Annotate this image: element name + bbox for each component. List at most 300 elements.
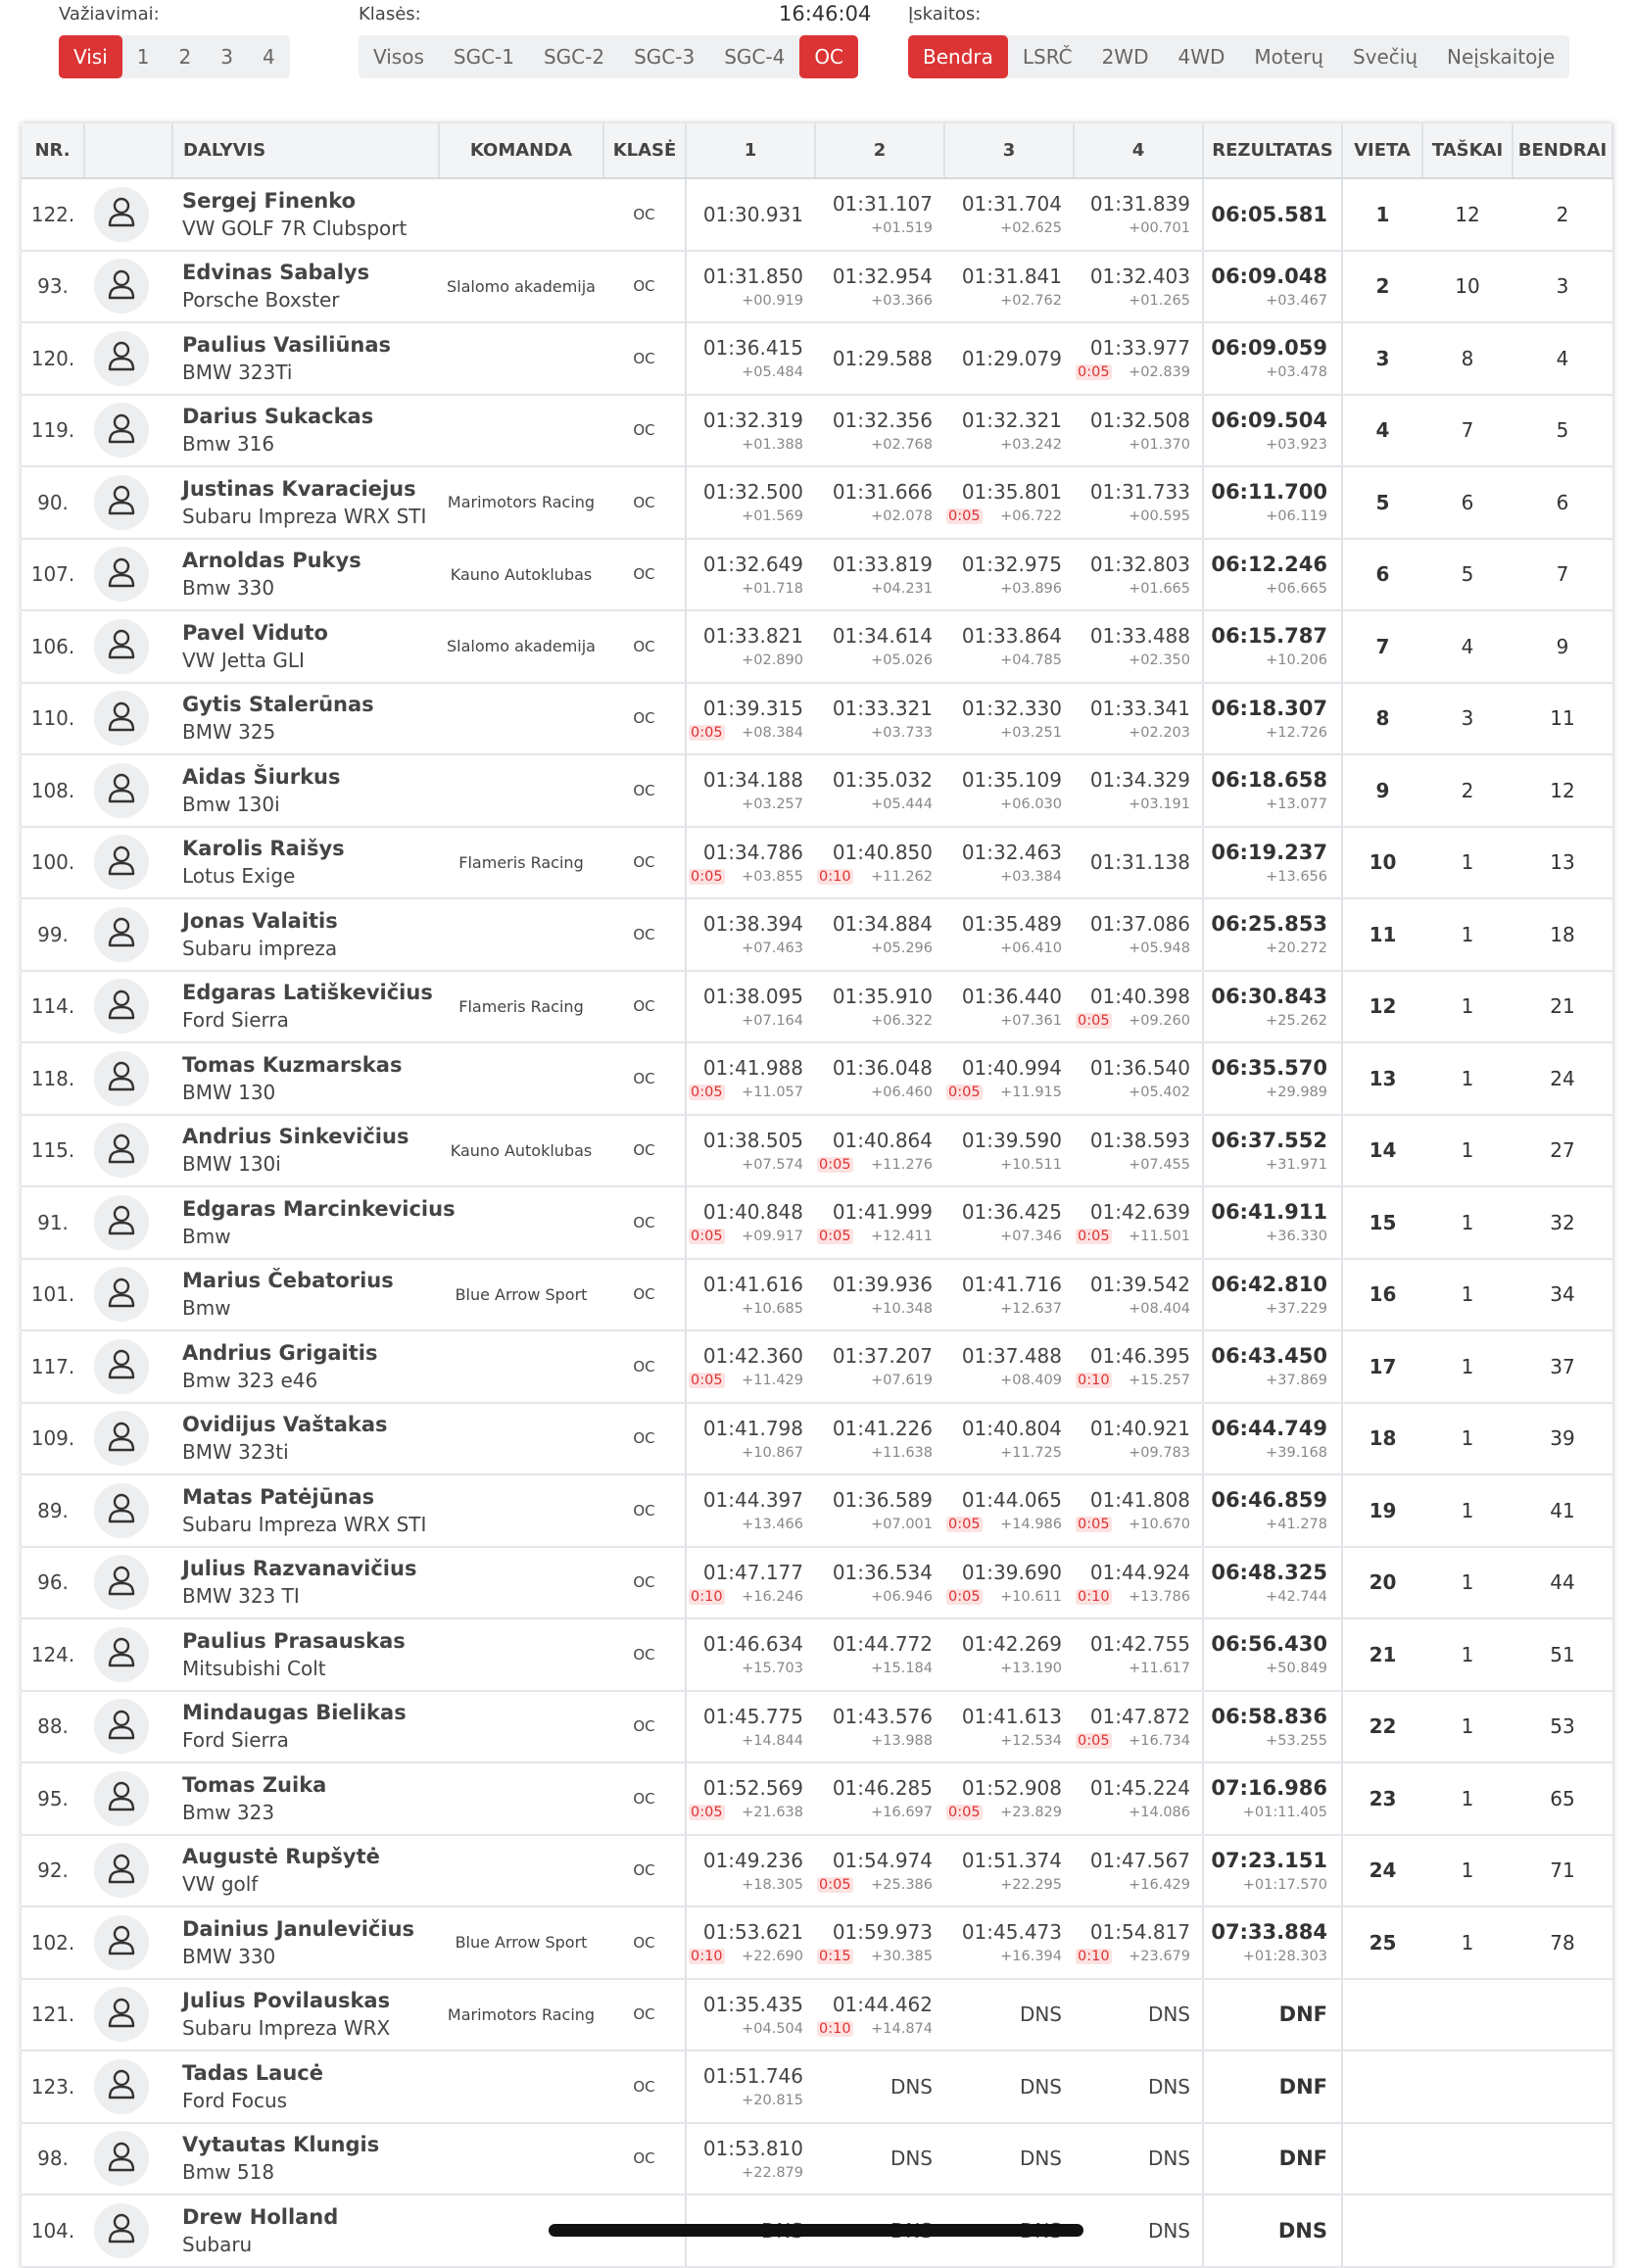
heat-time: 01:35.435 — [702, 1992, 803, 2016]
class-label: OC — [603, 683, 686, 755]
table-row[interactable] — [22, 1979, 1612, 2051]
driver-name[interactable]: Justinas Kvaraciejus — [182, 476, 416, 501]
driver-name[interactable]: Julius Razvanavičius — [182, 1557, 417, 1581]
filter-heats-option[interactable]: 1 — [136, 45, 150, 69]
heat-3-cell — [944, 1474, 1074, 1547]
driver-name[interactable]: Matas Patėjūnas — [182, 1484, 375, 1509]
team-name — [439, 898, 603, 971]
col-points[interactable]: TAŠKAI — [1422, 123, 1513, 178]
avatar — [94, 691, 149, 746]
driver-name[interactable]: Edvinas Sabalys — [182, 261, 370, 285]
driver-name[interactable]: Andrius Sinkevičius — [182, 1125, 409, 1149]
penalty-badge: 0:10 — [819, 2020, 851, 2037]
penalty-badge: 0:05 — [691, 1085, 723, 1101]
table-row[interactable] — [22, 466, 1612, 539]
driver-cell — [172, 539, 439, 611]
table-row[interactable] — [22, 1547, 1612, 1619]
result-cell — [1203, 2051, 1342, 2123]
class-label: OC — [603, 754, 686, 827]
heat-time: 01:33.321 — [832, 696, 933, 720]
filter-classes-option[interactable]: SGC-1 — [453, 45, 514, 69]
heat-2-cell — [815, 898, 944, 971]
heat-3-cell — [944, 322, 1074, 395]
points: 4 — [1422, 610, 1513, 683]
heat-diff: +03.191 — [1129, 796, 1190, 813]
avatar — [94, 2131, 149, 2186]
result-cell — [1203, 1330, 1342, 1403]
driver-cell — [172, 2051, 439, 2123]
heat-diff: +02.762 — [1000, 292, 1062, 309]
total: 37 — [1513, 1330, 1612, 1403]
user-icon — [107, 1565, 136, 1601]
heat-1-cell — [686, 1979, 815, 2051]
result-gap: +25.262 — [1266, 1012, 1327, 1029]
class-label: OC — [603, 322, 686, 395]
avatar-cell — [84, 1762, 172, 1835]
heat-diff: +14.086 — [1129, 1805, 1190, 1821]
driver-name[interactable]: Darius Sukackas — [182, 405, 374, 429]
heat-time: 01:43.576 — [832, 1704, 933, 1728]
heat-time: 01:44.772 — [832, 1632, 933, 1657]
row-nr: 122. — [22, 178, 84, 251]
filter-heats-option[interactable]: 4 — [262, 45, 275, 69]
heat-3-cell — [944, 466, 1074, 539]
driver-name[interactable]: Edgaras Marcinkevicius — [182, 1196, 456, 1221]
heat-2-cell — [815, 1762, 944, 1835]
row-nr: 107. — [22, 539, 84, 611]
heat-sub — [944, 437, 1062, 453]
heat-diff: +05.484 — [742, 364, 803, 381]
table-row[interactable] — [22, 178, 1612, 251]
heat-2-cell — [815, 1115, 944, 1187]
filter-standings-option[interactable]: Moterų — [1254, 45, 1323, 69]
result-gap: +03.478 — [1266, 364, 1327, 381]
result-gap: +06.119 — [1266, 508, 1327, 525]
driver-cell — [172, 1115, 439, 1187]
filter-heats-option[interactable]: Visi — [59, 35, 122, 78]
heat-time: 01:41.226 — [832, 1416, 933, 1440]
result-time: 06:43.450 — [1211, 1344, 1327, 1369]
col-total[interactable]: BENDRAI — [1513, 123, 1612, 178]
driver-name[interactable]: Gytis Stalerūnas — [182, 693, 374, 717]
driver-name[interactable]: Sergej Finenko — [182, 188, 357, 213]
results-table-container — [22, 123, 1612, 2268]
team-name — [439, 2123, 603, 2196]
driver-name[interactable]: Edgaras Latiškevičius — [182, 981, 433, 1005]
points: 3 — [1422, 683, 1513, 755]
result-gap: +01:17.570 — [1242, 1876, 1327, 1893]
col-nr[interactable]: NR. — [22, 123, 84, 178]
class-label: OC — [603, 898, 686, 971]
driver-cell — [172, 683, 439, 755]
filter-heats-option[interactable]: 3 — [220, 45, 233, 69]
points: 1 — [1422, 1042, 1513, 1115]
heat-time: 01:40.804 — [961, 1416, 1062, 1440]
heat-sub — [815, 652, 933, 668]
result-time: 06:18.658 — [1211, 768, 1327, 793]
driver-car: BMW 323ti — [182, 1440, 289, 1465]
penalty-badge: 0:05 — [819, 1876, 851, 1893]
heat-diff: +11.725 — [1000, 1444, 1062, 1461]
avatar — [94, 1483, 149, 1538]
home-indicator[interactable] — [549, 2224, 1083, 2237]
points: 1 — [1422, 1835, 1513, 1907]
driver-name[interactable]: Andrius Grigaitis — [182, 1340, 378, 1365]
filter-classes-option[interactable]: SGC-3 — [634, 45, 696, 69]
place: 3 — [1342, 322, 1422, 395]
heat-sub — [815, 1445, 933, 1461]
col-driver[interactable]: DALYVIS — [172, 123, 439, 178]
class-label: OC — [603, 971, 686, 1043]
place: 21 — [1342, 1618, 1422, 1691]
driver-name[interactable]: Arnoldas Pukys — [182, 549, 361, 573]
heat-sub — [687, 508, 803, 524]
driver-cell — [172, 1762, 439, 1835]
heat-3-cell — [944, 754, 1074, 827]
row-nr: 117. — [22, 1330, 84, 1403]
heat-diff: +01.665 — [1129, 580, 1190, 597]
table-row[interactable] — [22, 754, 1612, 827]
result-time: DNS — [1277, 2218, 1327, 2243]
filter-heats-option[interactable]: 2 — [178, 45, 192, 69]
table-row[interactable] — [22, 539, 1612, 611]
heat-diff: +02.839 — [1129, 364, 1190, 381]
table-row[interactable] — [22, 1906, 1612, 1979]
table-row[interactable] — [22, 1618, 1612, 1691]
heat-diff: +22.879 — [742, 2164, 803, 2181]
result-time: 06:48.325 — [1211, 1560, 1327, 1584]
driver-name[interactable]: Marius Čebatorius — [182, 1269, 394, 1293]
heat-time: 01:32.330 — [961, 696, 1062, 720]
heat-2-cell — [815, 2051, 944, 2123]
table-row[interactable] — [22, 1835, 1612, 1907]
user-icon — [107, 1421, 136, 1457]
heat-2-cell — [815, 1835, 944, 1907]
penalty-badge: 0:10 — [1078, 1373, 1110, 1389]
table-row[interactable] — [22, 1403, 1612, 1475]
heat-diff: +15.184 — [871, 1661, 933, 1677]
heat-3-cell — [944, 1618, 1074, 1691]
total: 39 — [1513, 1403, 1612, 1475]
driver-name[interactable]: Tomas Zuika — [182, 1772, 327, 1797]
table-row[interactable] — [22, 1474, 1612, 1547]
heat-sub — [815, 1517, 933, 1532]
result-gap: +37.229 — [1266, 1300, 1327, 1317]
filter-classes-option[interactable]: OC — [799, 35, 858, 78]
result-time: 06:30.843 — [1211, 984, 1327, 1008]
penalty-badge: 0:15 — [819, 1949, 851, 1965]
heat-1-cell — [686, 251, 815, 323]
heat-4-cell — [1074, 539, 1203, 611]
col-team[interactable]: KOMANDA — [439, 123, 603, 178]
driver-car: BMW 130 — [182, 1080, 276, 1104]
heat-sub — [1074, 1445, 1190, 1461]
heat-diff: +03.855 — [742, 868, 803, 885]
heat-diff: +06.322 — [871, 1012, 933, 1029]
points: 1 — [1422, 1115, 1513, 1187]
heat-sub — [944, 1445, 1062, 1461]
heat-diff: +04.504 — [742, 2020, 803, 2037]
team-name — [439, 1691, 603, 1763]
driver-cell — [172, 1403, 439, 1475]
heat-time: 01:45.224 — [1089, 1776, 1190, 1801]
heat-sub — [1074, 1085, 1190, 1100]
result-cell — [1203, 754, 1342, 827]
result-time: 06:05.581 — [1211, 202, 1327, 226]
user-icon — [107, 1709, 136, 1745]
result-cell — [1203, 1906, 1342, 1979]
heat-time: 01:41.808 — [1089, 1488, 1190, 1513]
heat-1-cell — [686, 2051, 815, 2123]
heat-4-cell — [1074, 1691, 1203, 1763]
heat-time: 01:40.921 — [1089, 1416, 1190, 1440]
heat-diff: +07.463 — [742, 941, 803, 957]
heat-time: 01:44.065 — [961, 1488, 1062, 1513]
place: 13 — [1342, 1042, 1422, 1115]
heat-sub — [815, 1085, 933, 1100]
heat-4-cell — [1074, 827, 1203, 899]
row-nr: 124. — [22, 1618, 84, 1691]
heat-1-cell — [686, 1330, 815, 1403]
driver-name[interactable]: Tadas Laucė — [182, 2060, 323, 2085]
class-label: OC — [603, 1403, 686, 1475]
table-row[interactable] — [22, 827, 1612, 899]
filter-standings-option[interactable]: 2WD — [1101, 45, 1149, 69]
heat-diff: +00.701 — [1129, 220, 1190, 237]
table-row[interactable] — [22, 898, 1612, 971]
heat-sub — [944, 1373, 1062, 1388]
heat-diff: +15.703 — [742, 1661, 803, 1677]
heat-sub — [944, 1733, 1062, 1749]
heat-1-cell — [686, 2123, 815, 2196]
table-row[interactable] — [22, 1691, 1612, 1763]
col-heat-1[interactable]: 1 — [686, 123, 815, 178]
avatar — [94, 1555, 149, 1610]
table-row[interactable] — [22, 1330, 1612, 1403]
heat-sub — [687, 1589, 803, 1605]
table-row[interactable] — [22, 610, 1612, 683]
heat-4-cell — [1074, 1115, 1203, 1187]
heat-time: 01:40.864 — [832, 1128, 933, 1152]
heat-time: 01:37.488 — [961, 1344, 1062, 1369]
table-row[interactable] — [22, 1186, 1612, 1259]
table-row[interactable] — [22, 251, 1612, 323]
place: 25 — [1342, 1906, 1422, 1979]
driver-name[interactable]: Aidas Šiurkus — [182, 764, 341, 789]
heat-time: 01:45.473 — [961, 1920, 1062, 1945]
table-row[interactable] — [22, 2123, 1612, 2196]
heat-time: 01:52.908 — [961, 1776, 1062, 1801]
table-row[interactable] — [22, 395, 1612, 467]
result-time: 06:15.787 — [1211, 624, 1327, 649]
col-place[interactable]: VIETA — [1342, 123, 1422, 178]
filter-standings-option[interactable]: Bendra — [908, 35, 1008, 78]
heat-diff: +05.026 — [871, 652, 933, 669]
total: 4 — [1513, 322, 1612, 395]
avatar-cell — [84, 539, 172, 611]
table-row[interactable] — [22, 683, 1612, 755]
heat-sub — [944, 1085, 1062, 1100]
heat-sub — [687, 1733, 803, 1749]
class-label: OC — [603, 1618, 686, 1691]
heat-sub — [815, 437, 933, 453]
row-nr: 110. — [22, 683, 84, 755]
driver-name[interactable]: Drew Holland — [182, 2204, 339, 2229]
heat-time: 01:38.394 — [702, 912, 803, 937]
heat-dns: DNS — [1147, 2218, 1190, 2243]
points: 1 — [1422, 827, 1513, 899]
heat-diff: +09.917 — [742, 1229, 803, 1245]
heat-time: 01:36.589 — [832, 1488, 933, 1513]
table-row[interactable] — [22, 322, 1612, 395]
penalty-badge: 0:10 — [691, 1588, 723, 1605]
table-row[interactable] — [22, 1762, 1612, 1835]
driver-name[interactable]: Augustė Rupšytė — [182, 1845, 380, 1869]
driver-name[interactable]: Julius Povilauskas — [182, 1989, 391, 2013]
total: 27 — [1513, 1115, 1612, 1187]
filter-classes-option[interactable]: Visos — [373, 45, 424, 69]
heat-1-cell — [686, 754, 815, 827]
points — [1422, 2123, 1513, 2196]
result-gap: +31.971 — [1266, 1156, 1327, 1173]
col-class[interactable]: KLASĖ — [603, 123, 686, 178]
result-gap: +13.656 — [1266, 868, 1327, 885]
heat-1-cell — [686, 1259, 815, 1331]
heat-diff: +11.501 — [1129, 1229, 1190, 1245]
driver-cell — [172, 1618, 439, 1691]
heat-sub — [1074, 364, 1190, 380]
result-time: 06:09.504 — [1211, 408, 1327, 432]
avatar-cell — [84, 898, 172, 971]
heat-2-cell — [815, 1979, 944, 2051]
filter-classes-option[interactable]: SGC-4 — [724, 45, 786, 69]
heat-2-cell — [815, 1618, 944, 1691]
heat-time: 01:32.403 — [1089, 264, 1190, 288]
filter-standings-label: Įskaitos: — [908, 4, 982, 24]
filter-standings-option[interactable]: LSRČ — [1022, 45, 1073, 69]
class-label: OC — [603, 610, 686, 683]
heat-sub — [1074, 437, 1190, 453]
table-row[interactable] — [22, 2051, 1612, 2123]
filter-standings-option[interactable]: Neįskaitoje — [1447, 45, 1556, 69]
driver-name[interactable]: Jonas Valaitis — [182, 908, 338, 933]
heat-time: 01:31.107 — [832, 192, 933, 217]
heat-time: 01:40.850 — [832, 840, 933, 864]
heat-time: 01:54.974 — [832, 1848, 933, 1872]
table-row[interactable] — [22, 1259, 1612, 1331]
filter-standings-option[interactable]: 4WD — [1177, 45, 1226, 69]
driver-name[interactable]: Paulius Vasiliūnas — [182, 332, 392, 357]
place: 6 — [1342, 539, 1422, 611]
result-gap: +42.744 — [1266, 1588, 1327, 1605]
table-row[interactable] — [22, 1115, 1612, 1187]
user-icon — [107, 1853, 136, 1889]
result-gap: +41.278 — [1266, 1517, 1327, 1533]
points: 1 — [1422, 1618, 1513, 1691]
heat-sub — [687, 2165, 803, 2181]
heat-diff: +07.574 — [742, 1156, 803, 1173]
col-heat-2[interactable]: 2 — [815, 123, 944, 178]
class-label: OC — [603, 178, 686, 251]
row-nr: 99. — [22, 898, 84, 971]
points: 1 — [1422, 971, 1513, 1043]
heat-3-cell — [944, 1042, 1074, 1115]
place: 12 — [1342, 971, 1422, 1043]
avatar-cell — [84, 2123, 172, 2196]
heat-time: 01:33.821 — [702, 624, 803, 649]
heat-3-cell — [944, 1330, 1074, 1403]
result-cell — [1203, 1618, 1342, 1691]
heat-4-cell — [1074, 1474, 1203, 1547]
avatar-cell — [84, 610, 172, 683]
user-icon — [107, 2068, 136, 2104]
team-name: Blue Arrow Sport — [439, 1259, 603, 1331]
driver-name[interactable]: Ovidijus Vaštakas — [182, 1413, 388, 1437]
heat-4-cell — [1074, 971, 1203, 1043]
result-cell — [1203, 395, 1342, 467]
heat-sub — [944, 1949, 1062, 1964]
place — [1342, 1979, 1422, 2051]
heat-time: 01:34.188 — [702, 768, 803, 793]
heat-2-cell — [815, 1906, 944, 1979]
heat-1-cell — [686, 610, 815, 683]
avatar — [94, 619, 149, 674]
team-name: Kauno Autoklubas — [439, 1115, 603, 1187]
place: 17 — [1342, 1330, 1422, 1403]
heat-1-cell — [686, 1115, 815, 1187]
heat-diff: +03.366 — [871, 292, 933, 309]
row-nr: 109. — [22, 1403, 84, 1475]
driver-name[interactable]: Pavel Viduto — [182, 620, 328, 645]
driver-name[interactable]: Mindaugas Bielikas — [182, 1701, 407, 1725]
heat-time: 01:46.634 — [702, 1632, 803, 1657]
col-heat-3[interactable]: 3 — [944, 123, 1074, 178]
user-icon — [107, 1060, 136, 1096]
heat-time: 01:39.542 — [1089, 1272, 1190, 1296]
heat-time: 01:51.374 — [961, 1848, 1062, 1872]
driver-car: Subaru — [182, 2232, 253, 2256]
driver-name[interactable]: Dainius Janulevičius — [182, 1916, 415, 1941]
heat-1-cell — [686, 1691, 815, 1763]
driver-cell — [172, 1691, 439, 1763]
row-nr: 88. — [22, 1691, 84, 1763]
result-gap: +20.272 — [1266, 941, 1327, 957]
col-heat-4[interactable]: 4 — [1074, 123, 1203, 178]
result-cell — [1203, 1547, 1342, 1619]
heat-sub — [1074, 1013, 1190, 1029]
heat-sub — [944, 941, 1062, 956]
driver-name[interactable]: Karolis Raišys — [182, 837, 345, 861]
driver-name[interactable]: Tomas Kuzmarskas — [182, 1052, 403, 1077]
driver-name[interactable]: Paulius Prasauskas — [182, 1628, 406, 1653]
heat-diff: +11.276 — [871, 1156, 933, 1173]
driver-name[interactable]: Vytautas Klungis — [182, 2133, 380, 2157]
driver-car: VW golf — [182, 1872, 259, 1897]
filter-classes-option[interactable]: SGC-2 — [543, 45, 605, 69]
table-row[interactable] — [22, 971, 1612, 1043]
points: 10 — [1422, 251, 1513, 323]
heat-sub — [944, 1229, 1062, 1244]
heat-diff: +22.690 — [742, 1949, 803, 1965]
table-row[interactable] — [22, 1042, 1612, 1115]
heat-dns: DNS — [889, 2074, 933, 2099]
col-result[interactable]: REZULTATAS — [1203, 123, 1342, 178]
filter-standings-option[interactable]: Svečių — [1352, 45, 1418, 69]
heat-3-cell — [944, 971, 1074, 1043]
total: 24 — [1513, 1042, 1612, 1115]
heat-diff: +06.946 — [871, 1588, 933, 1605]
driver-car: Mitsubishi Colt — [182, 1656, 326, 1680]
